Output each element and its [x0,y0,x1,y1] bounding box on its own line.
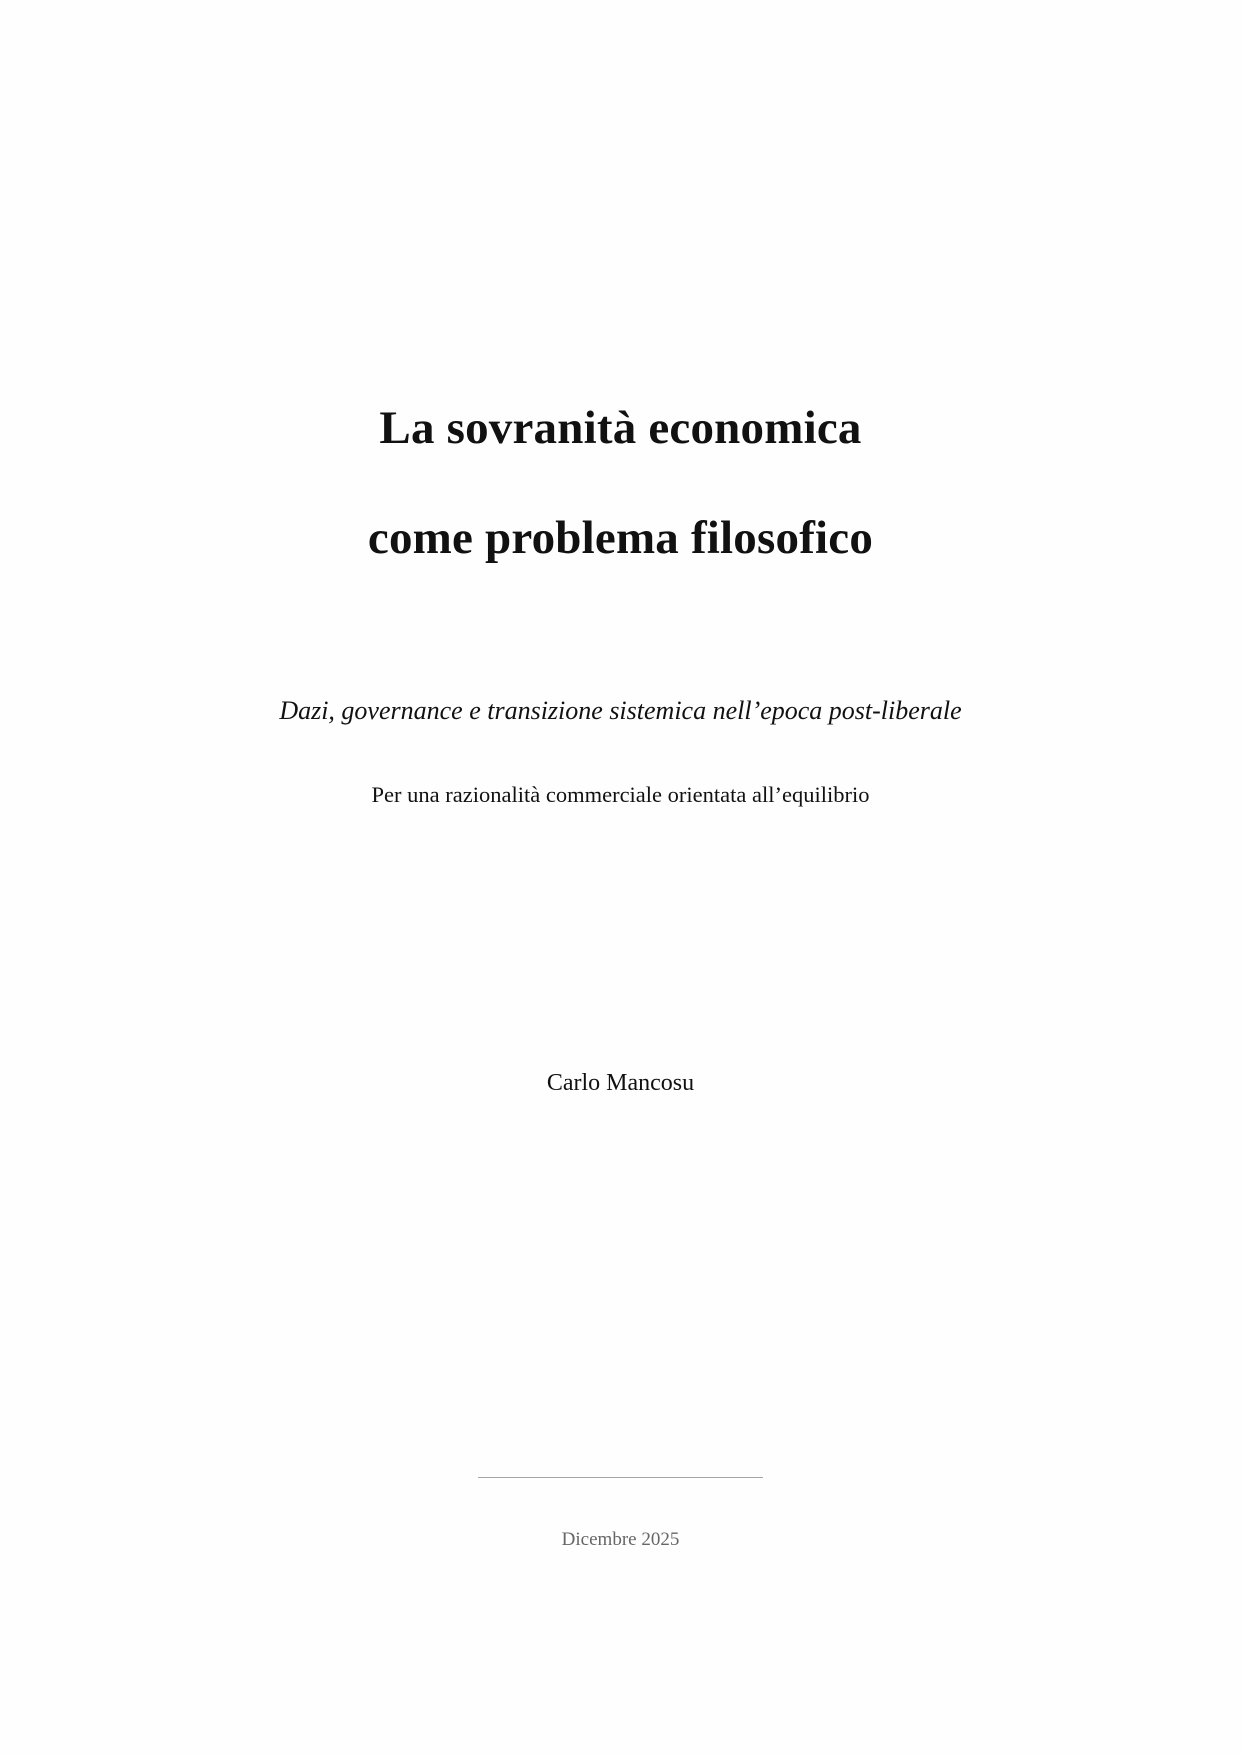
tagline: Per una razionalità commerciale orientata all’equilibrio [371,782,870,807]
subtitle: Dazi, governance e transizione sistemica nell’epoca post-liberale [279,696,962,725]
title-line-1: La sovranità economica [379,402,862,454]
separator-rule [478,1477,763,1478]
publication-date: Dicembre 2025 [561,1529,680,1550]
title-line-2: come problema filosofico [367,512,874,564]
author-name: Carlo Mancosu [546,1070,695,1096]
